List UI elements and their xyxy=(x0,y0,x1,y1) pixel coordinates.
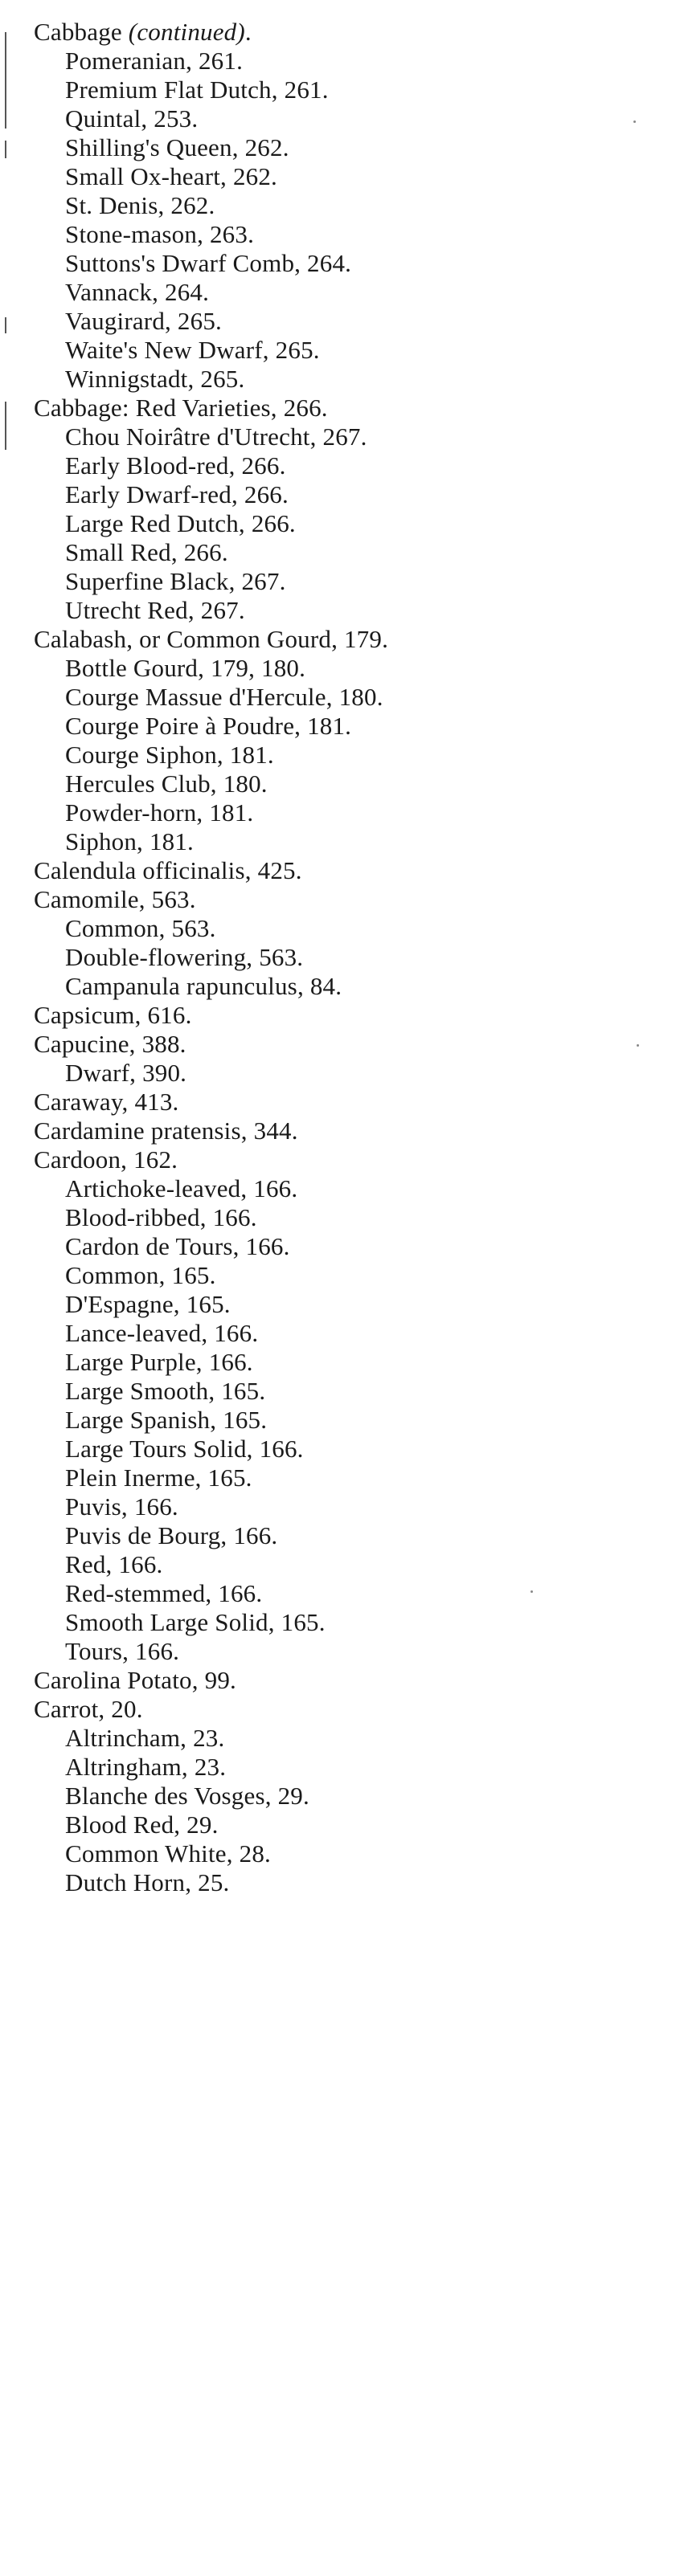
entry-text: Common, 563. xyxy=(65,914,216,942)
entry-text: Caraway, 413. xyxy=(34,1088,179,1116)
entry-text: Common White, 28. xyxy=(65,1839,271,1868)
index-sub-entry xyxy=(34,1059,669,1088)
index-sub-entry xyxy=(34,538,669,567)
entry-text: Capsicum, 616. xyxy=(34,1001,192,1029)
entry-text: Cabbage xyxy=(34,18,122,46)
entry-text: Carrot, 20. xyxy=(34,1695,143,1723)
entry-text: Chou Noirâtre d'Utrecht, 267. xyxy=(65,423,367,451)
entry-text: Tours, 166. xyxy=(65,1637,180,1665)
entry-text: Cardamine pratensis, 344. xyxy=(34,1117,298,1145)
index-sub-entry xyxy=(34,1492,669,1521)
entry-text: Dutch Horn, 25. xyxy=(65,1868,230,1896)
entry-text: Hercules Club, 180. xyxy=(65,770,268,798)
entry-text: Puvis, 166. xyxy=(65,1492,178,1521)
entry-text: Red, 166. xyxy=(65,1550,163,1578)
entry-text: Pomeranian, 261. xyxy=(65,47,244,75)
entry-text: Courge Siphon, 181. xyxy=(65,741,274,769)
entry-text: Bottle Gourd, 179, 180. xyxy=(65,654,306,682)
entry-text: Calabash, or Common Gourd, 179. xyxy=(34,625,389,653)
margin-rule xyxy=(5,141,6,158)
index-main-entry xyxy=(34,1145,669,1174)
index-sub-entry xyxy=(34,567,669,596)
entry-text: Smooth Large Solid, 165. xyxy=(65,1608,326,1636)
index-sub-entry xyxy=(34,798,669,827)
entry-text: Capucine, 388. xyxy=(34,1030,186,1058)
index-sub-entry xyxy=(34,1839,669,1868)
entry-text: Lance-leaved, 166. xyxy=(65,1319,259,1347)
index-main-entry xyxy=(34,18,669,47)
index-sub-entry xyxy=(34,1464,669,1492)
index-sub-entry xyxy=(34,1550,669,1579)
index-sub-entry xyxy=(34,1261,669,1290)
index-sub-entry xyxy=(34,770,669,798)
index-sub-entry xyxy=(34,76,669,104)
index-sub-entry xyxy=(34,133,669,162)
index-sub-entry xyxy=(34,278,669,307)
entry-text: Double-flowering, 563. xyxy=(65,943,304,971)
entry-text: Plein Inerme, 165. xyxy=(65,1464,252,1492)
index-sub-entry xyxy=(34,1811,669,1839)
index-sub-entry xyxy=(34,741,669,770)
index-sub-entry xyxy=(34,365,669,394)
entry-italic-note: (continued) xyxy=(121,18,245,46)
index-sub-entry xyxy=(34,1203,669,1232)
index-sub-entry xyxy=(34,943,669,972)
index-sub-entry xyxy=(34,1724,669,1753)
index-sub-entry xyxy=(34,451,669,480)
index-sub-entry xyxy=(34,972,669,1001)
entry-text: Altrincham, 23. xyxy=(65,1724,225,1752)
index-sub-entry xyxy=(34,509,669,538)
index-main-entry xyxy=(34,1666,669,1695)
index-sub-entry xyxy=(34,336,669,365)
entry-text: Powder-horn, 181. xyxy=(65,798,254,827)
entry-text: Large Tours Solid, 166. xyxy=(65,1435,304,1463)
margin-rule xyxy=(5,402,6,450)
index-sub-entry xyxy=(34,1753,669,1782)
entry-text: Small Red, 266. xyxy=(65,538,228,566)
entry-text: Altringham, 23. xyxy=(65,1753,227,1781)
entry-text: Suttons's Dwarf Comb, 264. xyxy=(65,249,352,277)
index-sub-entry xyxy=(34,683,669,712)
index-sub-entry xyxy=(34,1608,669,1637)
index-sub-entry xyxy=(34,1406,669,1435)
entry-text: Waite's New Dwarf, 265. xyxy=(65,336,320,364)
entry-text: Early Dwarf-red, 266. xyxy=(65,480,289,508)
entry-text: D'Espagne, 165. xyxy=(65,1290,231,1318)
entry-text: Dwarf, 390. xyxy=(65,1059,187,1087)
entry-text: Calendula officinalis, 425. xyxy=(34,856,302,884)
index-sub-entry xyxy=(34,1348,669,1377)
entry-text: Large Purple, 166. xyxy=(65,1348,253,1376)
index-sub-entry xyxy=(34,1232,669,1261)
index-sub-entry xyxy=(34,1377,669,1406)
entry-text: Courge Poire à Poudre, 181. xyxy=(65,712,352,740)
index-sub-entry xyxy=(34,307,669,336)
entry-text: Large Spanish, 165. xyxy=(65,1406,268,1434)
index-sub-entry xyxy=(34,1782,669,1811)
entry-text: Cabbage: Red Varieties, 266. xyxy=(34,394,328,422)
entry-text: Puvis de Bourg, 166. xyxy=(65,1521,278,1549)
entry-text: Courge Massue d'Hercule, 180. xyxy=(65,683,383,711)
entry-text: Early Blood-red, 266. xyxy=(65,451,286,480)
index-main-entry xyxy=(34,625,669,654)
index-sub-entry xyxy=(34,423,669,451)
index-sub-entry xyxy=(34,596,669,625)
index-main-entry xyxy=(34,1001,669,1030)
index-sub-entry xyxy=(34,1637,669,1666)
index-sub-entry xyxy=(34,1290,669,1319)
index-sub-entry xyxy=(34,47,669,76)
entry-tail: . xyxy=(244,18,252,46)
entry-text: Quintal, 253. xyxy=(65,104,199,133)
entry-text: Vannack, 264. xyxy=(65,278,210,306)
entry-text: Large Red Dutch, 266. xyxy=(65,509,296,537)
index-main-entry xyxy=(34,1088,669,1117)
index-sub-entry xyxy=(34,1579,669,1608)
entry-text: Blood Red, 29. xyxy=(65,1811,219,1839)
index-sub-entry xyxy=(34,191,669,220)
entry-text: Vaugirard, 265. xyxy=(65,307,222,335)
entry-text: Campanula rapunculus, 84. xyxy=(65,972,342,1000)
index-sub-entry xyxy=(34,480,669,509)
index-main-entry xyxy=(34,394,669,423)
index-sub-entry xyxy=(34,162,669,191)
index-sub-entry xyxy=(34,1319,669,1348)
index-sub-entry xyxy=(34,104,669,133)
entry-text: Premium Flat Dutch, 261. xyxy=(65,76,329,104)
entry-text: Red-stemmed, 166. xyxy=(65,1579,263,1607)
index-main-entry xyxy=(34,1117,669,1145)
entry-text: St. Denis, 262. xyxy=(65,191,215,219)
margin-rule xyxy=(5,317,6,333)
entry-text: Small Ox-heart, 262. xyxy=(65,162,278,190)
entry-text: Stone-mason, 263. xyxy=(65,220,255,248)
entry-text: Carolina Potato, 99. xyxy=(34,1666,236,1694)
index-main-entry xyxy=(34,1695,669,1724)
index-sub-entry xyxy=(34,827,669,856)
entry-text: Large Smooth, 165. xyxy=(65,1377,266,1405)
entry-text: Blanche des Vosges, 29. xyxy=(65,1782,309,1810)
entry-text: Shilling's Queen, 262. xyxy=(65,133,289,161)
entry-text: Camomile, 563. xyxy=(34,885,196,913)
margin-rule xyxy=(5,32,6,129)
index-main-entry xyxy=(34,885,669,914)
index-list xyxy=(34,18,669,1897)
index-sub-entry xyxy=(34,249,669,278)
index-sub-entry xyxy=(34,220,669,249)
index-sub-entry xyxy=(34,654,669,683)
entry-text: Cardoon, 162. xyxy=(34,1145,178,1174)
index-sub-entry xyxy=(34,1174,669,1203)
index-sub-entry xyxy=(34,712,669,741)
entry-text: Artichoke-leaved, 166. xyxy=(65,1174,298,1202)
index-main-entry xyxy=(34,856,669,885)
entry-text: Blood-ribbed, 166. xyxy=(65,1203,257,1231)
index-sub-entry xyxy=(34,1868,669,1897)
entry-text: Winnigstadt, 265. xyxy=(65,365,245,393)
entry-text: Utrecht Red, 267. xyxy=(65,596,245,624)
index-sub-entry xyxy=(34,914,669,943)
index-sub-entry xyxy=(34,1521,669,1550)
entry-text: Siphon, 181. xyxy=(65,827,195,855)
index-sub-entry xyxy=(34,1435,669,1464)
entry-text: Superfine Black, 267. xyxy=(65,567,286,595)
index-main-entry xyxy=(34,1030,669,1059)
entry-text: Cardon de Tours, 166. xyxy=(65,1232,290,1260)
entry-text: Common, 165. xyxy=(65,1261,216,1289)
